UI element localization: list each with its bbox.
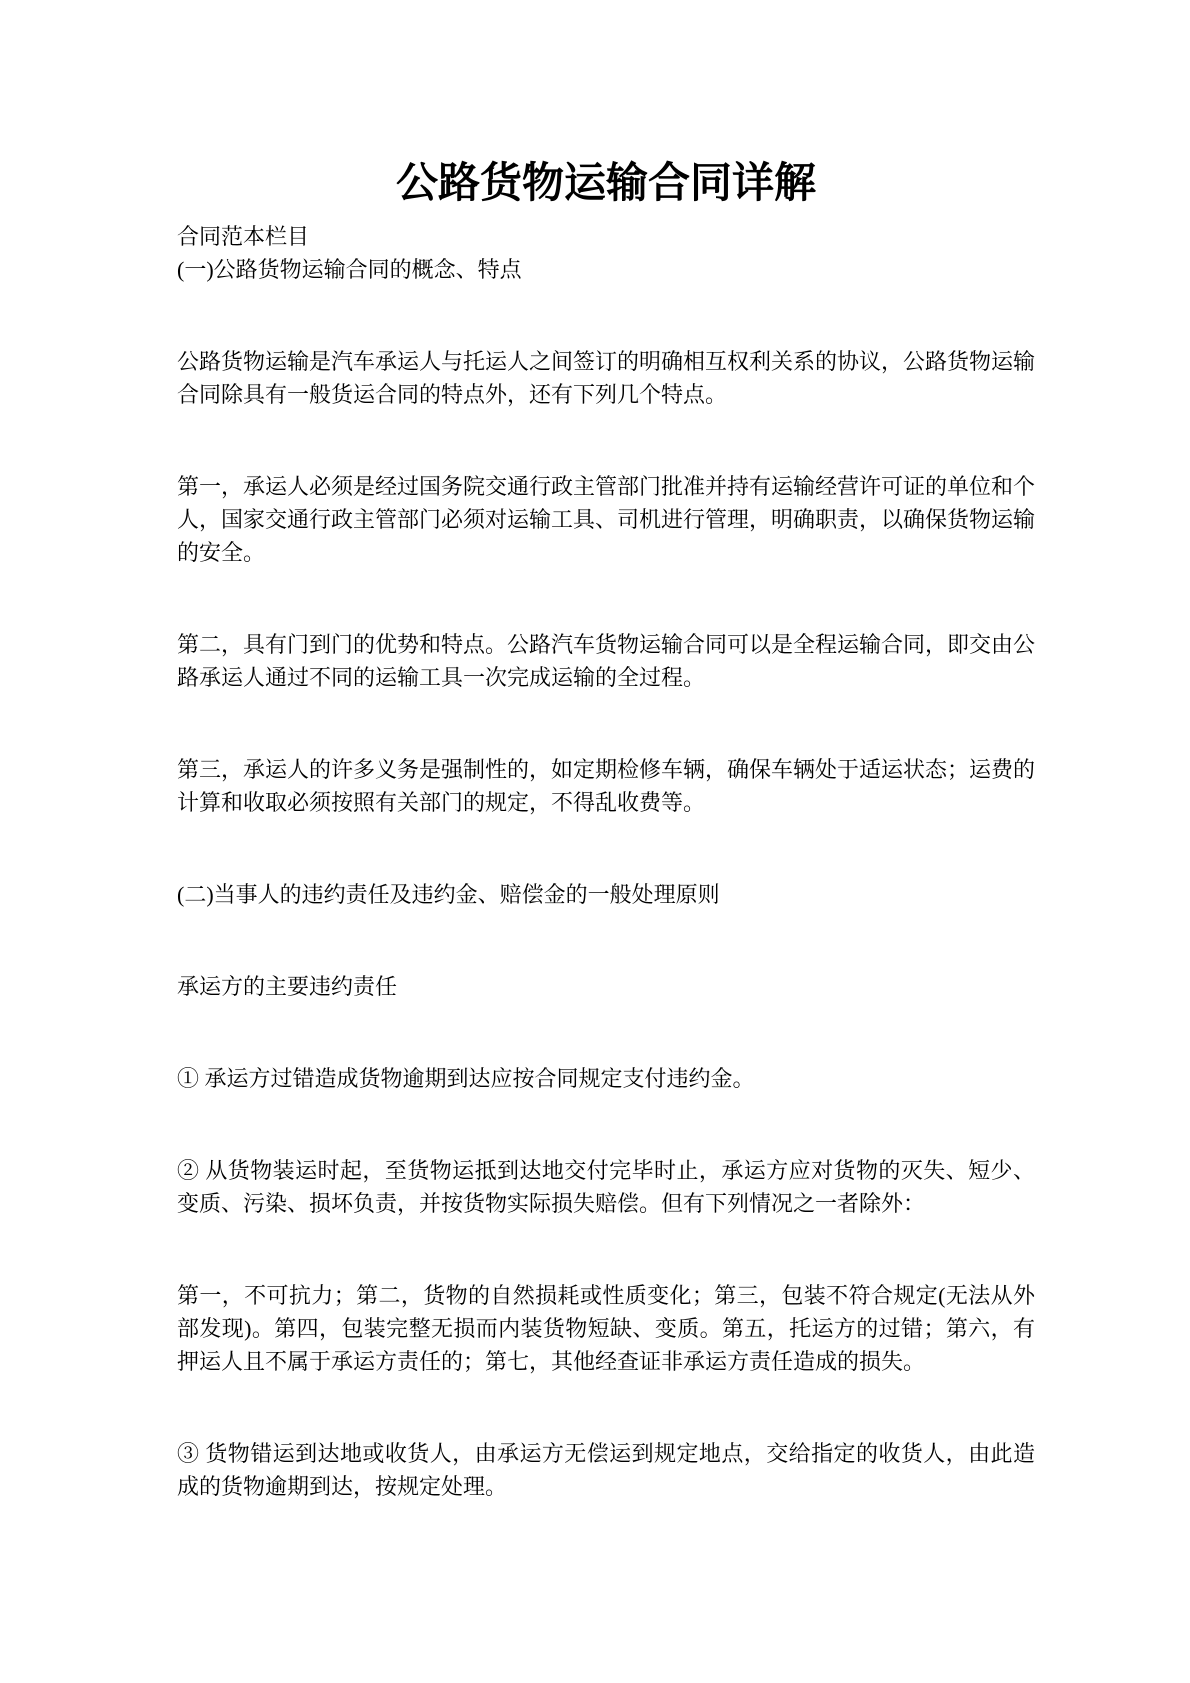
- paragraph-feature-1: 第一，承运人必须是经过国务院交通行政主管部门批准并持有运输经营许可证的单位和个人，国家交通行政主管部门必须对运输工具、司机进行管理，明确职责，以确保货物运输的安全。: [177, 474, 1036, 565]
- category-label: 合同范本栏目: [177, 224, 310, 249]
- section-1-heading: (一)公路货物运输合同的概念、特点: [177, 257, 522, 282]
- paragraph-intro: 公路货物运输是汽车承运人与托运人之间签订的明确相互权利关系的协议，公路货物运输合同除具有一般货运合同的特点外，还有下列几个特点。: [177, 349, 1036, 407]
- paragraph-feature-3: 第三，承运人的许多义务是强制性的，如定期检修车辆，确保车辆处于适运状态；运费的计算和收取必须按照有关部门的规定，不得乱收费等。: [177, 757, 1036, 815]
- subsection-heading-carrier-liability: 承运方的主要违约责任: [177, 974, 398, 999]
- list-item-1: ① 承运方过错造成货物逾期到达应按合同规定支付违约金。: [177, 1066, 755, 1091]
- section-2-heading: (二)当事人的违约责任及违约金、赔偿金的一般处理原则: [177, 882, 720, 907]
- list-item-2: ② 从货物装运时起，至货物运抵到达地交付完毕时止，承运方应对货物的灭失、短少、变质、污染、损坏负责，并按货物实际损失赔偿。但有下列情况之一者除外：: [177, 1158, 1035, 1216]
- document-title: 公路货物运输合同详解: [395, 161, 816, 207]
- paragraph-exceptions: 第一，不可抗力；第二，货物的自然损耗或性质变化；第三，包装不符合规定(无法从外部发现)。第四，包装完整无损而内装货物短缺、变质。第五，托运方的过错；第六，有押运人且不属于承运方责任的；第七，其他经查证非承运方责任造成的损失。: [177, 1283, 1035, 1374]
- paragraph-feature-2: 第二，具有门到门的优势和特点。公路汽车货物运输合同可以是全程运输合同，即交由公路承运人通过不同的运输工具一次完成运输的全过程。: [177, 632, 1036, 690]
- list-item-3: ③ 货物错运到达地或收货人，由承运方无偿运到规定地点，交给指定的收货人，由此造成的货物逾期到达，按规定处理。: [177, 1441, 1035, 1499]
